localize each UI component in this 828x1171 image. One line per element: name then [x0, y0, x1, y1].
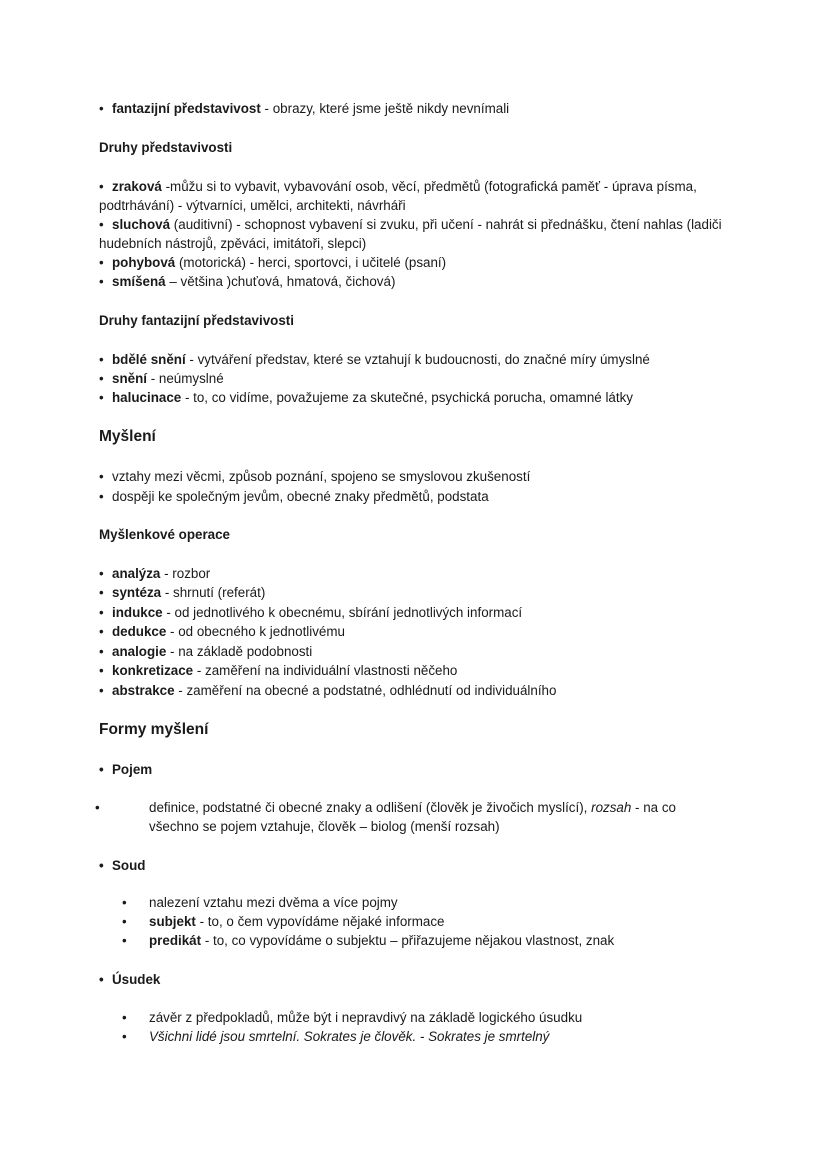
bullet-icon: • — [122, 1029, 127, 1044]
description: - to, co vidíme, považujeme za skutečné, psychická porucha, omamné látky — [181, 390, 633, 405]
bullet-icon: • — [99, 371, 104, 386]
item-text: definice, podstatné či obecné znaky a odlišení (člověk je živočich myslící), — [149, 800, 592, 815]
description: - zaměření na obecné a podstatné, odhlédnutí od individuálního — [174, 683, 557, 698]
bullet-icon: • — [99, 644, 104, 659]
bullet-icon: • — [99, 566, 104, 581]
bullet-icon: • — [99, 489, 104, 504]
bullet-icon: • — [99, 352, 104, 367]
list-item — [99, 603, 522, 622]
section-heading: Myšlení — [99, 428, 156, 445]
item-text: - na co všechno se pojem vztahuje, člověk – biolog (menší rozsah) — [149, 800, 676, 834]
description: - od jednotlivého k obecnému, sbírání jednotlivých informací — [162, 605, 523, 620]
list-item — [99, 564, 210, 583]
bullet-icon: • — [99, 469, 104, 484]
subsection-label — [99, 760, 152, 779]
section-heading: Myšlenkové operace — [99, 527, 230, 542]
list-item — [99, 622, 345, 641]
list-item — [99, 253, 446, 272]
bullet-icon: • — [99, 179, 104, 194]
list-item — [99, 272, 395, 291]
section-heading: Druhy představivosti — [99, 140, 233, 155]
description: - to, co vypovídáme o subjektu – přiřazujeme nějakou vlastnost, znak — [201, 933, 615, 948]
term: halucinace — [112, 390, 182, 405]
bullet-icon: • — [99, 858, 104, 873]
bullet-icon: • — [99, 390, 104, 405]
list-item — [99, 215, 729, 253]
subsection-label — [99, 856, 145, 875]
term: fantazijní představivost — [112, 101, 261, 116]
list-item — [99, 99, 509, 118]
description: -můžu si to vybavit, vybavování osob, věcí, předmětů (fotografická paměť - úprava písma, podtrhávání) - výtvarníci, umělci, architekti, návrháři — [99, 179, 697, 213]
emphasis: rozsah — [591, 800, 632, 815]
bullet-icon: • — [99, 585, 104, 600]
bullet-icon: • — [122, 1010, 127, 1025]
bullet-icon: • — [122, 895, 127, 910]
bullet-icon: • — [99, 972, 104, 987]
list-item — [99, 369, 224, 388]
bullet-icon: • — [99, 683, 104, 698]
term: predikát — [149, 933, 202, 948]
description: - od obecného k jednotlivému — [166, 624, 345, 639]
list-item — [99, 388, 633, 407]
description: - rozbor — [160, 566, 211, 581]
item-text: dospěji ke společným jevům, obecné znaky předmětů, podstata — [112, 489, 489, 504]
term: pohybová — [112, 255, 176, 270]
description: – většina )chuťová, hmatová, čichová) — [165, 274, 396, 289]
bullet-icon: • — [95, 800, 100, 815]
subsection-label — [99, 970, 160, 989]
list-item — [99, 350, 650, 369]
term: indukce — [112, 605, 163, 620]
term: konkretizace — [112, 663, 194, 678]
item-text: vztahy mezi věcmi, způsob poznání, spojeno se smyslovou zkušeností — [112, 469, 531, 484]
bullet-icon: • — [122, 914, 127, 929]
list-item — [95, 798, 729, 836]
description: - to, o čem vypovídáme nějaké informace — [195, 914, 445, 929]
bullet-icon: • — [99, 605, 104, 620]
list-item — [99, 642, 312, 661]
term: syntéza — [112, 585, 162, 600]
term: smíšená — [112, 274, 166, 289]
term: sluchová — [112, 217, 171, 232]
term: snění — [112, 371, 147, 386]
term: dedukce — [112, 624, 167, 639]
label-text: Soud — [112, 858, 146, 873]
list-item — [122, 1008, 582, 1027]
list-item — [99, 177, 729, 215]
description: - zaměření na individuální vlastnosti něčeho — [193, 663, 458, 678]
term: zraková — [112, 179, 162, 194]
bullet-icon: • — [99, 274, 104, 289]
description: - vytváření představ, které se vztahují k budoucnosti, do značné míry úmyslné — [185, 352, 650, 367]
list-item — [99, 661, 457, 680]
list-item — [122, 1027, 549, 1046]
item-text: závěr z předpokladů, může být i nepravdivý na základě logického úsudku — [149, 1010, 583, 1025]
description: - shrnutí (referát) — [161, 585, 266, 600]
list-item — [99, 467, 530, 486]
term: analýza — [112, 566, 161, 581]
bullet-icon: • — [99, 101, 104, 116]
term: bdělé snění — [112, 352, 186, 367]
description: - na základě podobnosti — [166, 644, 313, 659]
list-item — [99, 583, 265, 602]
description: (motorická) - herci, sportovci, i učitelé (psaní) — [175, 255, 447, 270]
list-item — [99, 681, 556, 700]
section-heading: Formy myšlení — [99, 721, 209, 738]
bullet-icon: • — [99, 624, 104, 639]
list-item — [122, 931, 614, 950]
example-text: Všichni lidé jsou smrtelní. Sokrates je člověk. - Sokrates je smrtelný — [149, 1029, 550, 1044]
bullet-icon: • — [122, 933, 127, 948]
description: - obrazy, které jsme ještě nikdy nevnímali — [260, 101, 510, 116]
bullet-icon: • — [99, 255, 104, 270]
description: - neúmyslné — [146, 371, 224, 386]
item-text: nalezení vztahu mezi dvěma a více pojmy — [149, 895, 398, 910]
bullet-icon: • — [99, 217, 104, 232]
list-item — [99, 487, 489, 506]
list-item — [122, 893, 398, 912]
section-heading: Druhy fantazijní představivosti — [99, 313, 294, 328]
term: subjekt — [149, 914, 196, 929]
term: analogie — [112, 644, 167, 659]
label-text: Pojem — [112, 762, 153, 777]
list-item — [122, 912, 444, 931]
label-text: Úsudek — [112, 972, 161, 987]
bullet-icon: • — [99, 762, 104, 777]
term: abstrakce — [112, 683, 175, 698]
description: (auditivní) - schopnost vybavení si zvuku, při učení - nahrát si přednášku, čtení nahlas (ladiči hudebních nástrojů, zpěváci, imitátoři, slepci) — [99, 217, 722, 251]
bullet-icon: • — [99, 663, 104, 678]
